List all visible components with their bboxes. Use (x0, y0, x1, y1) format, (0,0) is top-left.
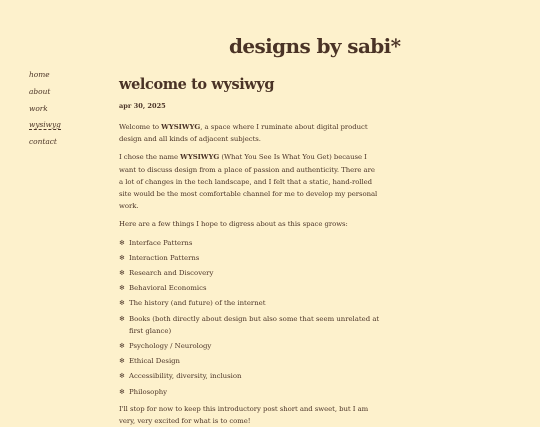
nav-item-wysiwyg[interactable]: wysiwyg (29, 120, 61, 130)
list-item: ❄ Interaction Patterns (119, 252, 381, 264)
list-item: ❄ Accessibility, diversity, inclusion (119, 370, 381, 382)
snowflake-bullet-icon: ❄ (119, 342, 125, 351)
snowflake-bullet-icon: ❄ (119, 387, 125, 396)
list-item: ❄ Behavioral Economics (119, 282, 381, 294)
snowflake-bullet-icon: ❄ (119, 238, 125, 247)
list-item: ❄ The history (and future) of the internet (119, 297, 381, 309)
snowflake-bullet-icon: ❄ (119, 299, 125, 308)
snowflake-bullet-icon: ❄ (119, 314, 125, 323)
list-item: ❄ Psychology / Neurology (119, 340, 381, 352)
nav-item-about[interactable]: about (29, 86, 51, 96)
snowflake-bullet-icon: ❄ (119, 253, 125, 262)
snowflake-bullet-icon: ❄ (119, 284, 125, 293)
nav-item-work[interactable]: work (29, 103, 48, 113)
list-item: ❄ Interface Patterns (119, 237, 381, 249)
list-item: ❄ Philosophy (119, 386, 381, 398)
snowflake-bullet-icon: ❄ (119, 357, 125, 366)
snowflake-bullet-icon: ❄ (119, 372, 125, 381)
post-topics-intro: Here are a few things I hope to digress about as this space grows: (119, 220, 348, 229)
post-intro-paragraph: Welcome to WYSIWYG, a space where I ruminate about digital product design and all kinds of adjacent subjects. (119, 123, 368, 144)
list-item: ❄ Research and Discovery (119, 267, 381, 279)
nav-item-home[interactable]: home (29, 70, 50, 79)
list-item: ❄ Ethical Design (119, 355, 381, 367)
topics-list (119, 237, 381, 398)
nav-item-contact[interactable]: contact (29, 137, 57, 147)
post-article (119, 74, 381, 427)
site-title[interactable]: designs by sabi* (229, 34, 401, 58)
post-name-paragraph: I chose the name WYSIWYG (What You See Is What You Get) because I want to discuss design from a place of passion and authenticity. There are a lot of changes in the tech landscape, and I felt that a static, hand-rolled site would be the most comfortable channel for me to develop my personal work. (119, 153, 378, 211)
post-title: welcome to wysiwyg (119, 76, 275, 93)
list-item: ❄ Books (both directly about design but also some that seem unrelated at first glance) (119, 314, 380, 335)
site-nav (29, 69, 61, 153)
snowflake-bullet-icon: ❄ (119, 269, 125, 278)
post-closing-paragraph: I'll stop for now to keep this introductory post short and sweet, but I am very, very excited for what is to come! (119, 404, 369, 426)
post-date: apr 30, 2025 (119, 102, 166, 110)
